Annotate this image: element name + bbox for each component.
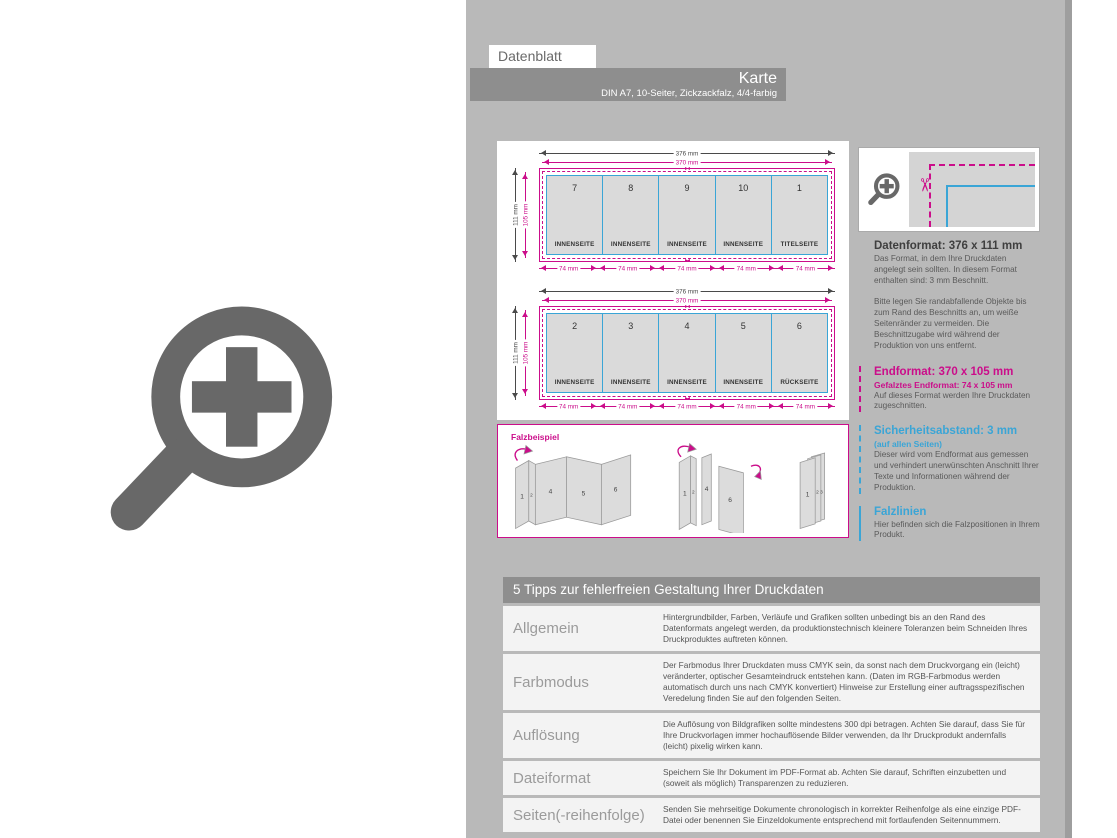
datenformat-section [859,240,1040,286]
endformat-body: Auf dieses Format werden Ihre Druckdaten zugeschnitten. [874,390,1031,411]
tip-row-seitenreihenfolge [503,798,1040,832]
zoom-plus-icon [95,288,357,553]
tip-label: Dateiformat [513,769,591,787]
bleed-box [539,168,835,262]
format-line-detail [946,185,1035,187]
panel-width-dimensions: 74 mm 74 mm 74 mm 74 mm 74 mm [539,402,835,411]
datenblatt-tab: Datenblatt [489,45,596,68]
format-box [546,313,828,393]
bleed-detail-box [858,147,1040,232]
svg-text:2: 2 [530,492,533,498]
page-panel: 8 INNENSEITE [603,176,659,254]
zoom-plus-icon [866,171,903,208]
fold-step-closed-illustration [785,441,842,533]
endformat-title: Endformat: 370 x 105 mm [874,365,1014,378]
dimension-datenformat-width: 376 mm [539,149,835,158]
svg-text:4: 4 [704,485,708,493]
panel-width-dimensions: 74 mm 74 mm 74 mm 74 mm 74 mm [539,264,835,273]
cut-line-detail [929,164,931,227]
tip-text: Senden Sie mehrseitige Dokumente chronologisch in korrekter Reihenfolge als eine einzige PDF-Datei oder benennen Sie Einzeldokumente entsprechend mit fortlaufenden Seitennummern. [663,804,1021,826]
page-panel: 7 INNENSEITE [547,176,603,254]
svg-text:1: 1 [806,491,810,499]
bleed-note-section [859,297,1040,351]
datasheet-page [466,0,1065,838]
tip-row-dateiformat [503,761,1040,795]
endformat-section [859,366,1040,413]
datenformat-body: Das Format, in dem Ihre Druckdaten angelegt sein sollten. In diesem Format enthalten sind: 3 mm Beschnitt. [874,254,1017,285]
bleed-marker-bottom: ▸◂ [684,258,690,264]
format-line-detail [946,185,948,227]
cut-line-detail [929,164,1035,166]
info-column [858,147,1040,541]
page-panel: 3 INNENSEITE [603,314,659,392]
svg-text:1: 1 [682,490,687,498]
layout-strip-front [511,149,835,273]
tip-label: Auflösung [513,727,580,745]
svg-text:5: 5 [581,490,586,498]
bleed-marker-top: ▸◂ [684,166,690,172]
cut-line-box [542,171,832,259]
endformat-subtitle: Gefalztes Endformat: 74 x 105 mm [874,379,1013,390]
tip-row-farbmodus [503,654,1040,710]
tip-label: Farbmodus [513,673,589,691]
tip-label: Allgemein [513,620,579,638]
svg-text:4: 4 [548,488,553,496]
page-panel: 1 TITELSEITE [772,176,827,254]
tip-label: Seiten(-reihenfolge) [513,806,645,824]
title-band [470,68,786,101]
tip-row-aufloesung [503,713,1040,758]
page-panel: 6 RÜCKSEITE [772,314,827,392]
fold-example-card [497,424,849,538]
tips-header: 5 Tipps zur fehlerfreien Gestaltung Ihrer Druckdaten [503,577,1040,603]
page-panel: 5 INNENSEITE [716,314,772,392]
tip-text: Hintergrundbilder, Farben, Verläufe und Grafiken sollten unbedingt bis an den Rand des Datenformats angelegt werden, da produktionstechnisch kleinere Toleranzen beim Schneiden Ihres Druckproduktes auftreten können. [663,612,1028,645]
cut-line-box [542,309,832,397]
tip-text: Speichern Sie Ihr Dokument im PDF-Format ab. Achten Sie darauf, Schriften einzubetten und (soweit als möglich) Transparenzen zu reduzieren. [663,767,1007,789]
dimension-datenformat-width: 376 mm [539,287,835,296]
page-title: Karte [738,70,777,87]
tip-text: Der Farbmodus Ihrer Druckdaten muss CMYK sein, da sonst nach dem Druckvorgang ein (leicht) veränderter, optischer Gesamteindruck entstehen kann. (Daten im RGB-Farbmodus werden automatisch durch uns nach CMYK konvertiert) Hinweise zur Erstellung einer auftragsspezifischen Veredelung finden Sie auf den folgenden Seiten. [663,660,1025,704]
svg-text:2: 2 [691,489,695,495]
bleed-marker-top: ▸◂ [684,304,690,310]
bleed-box [539,306,835,400]
format-box [546,175,828,255]
svg-text:1: 1 [520,493,524,501]
dimension-endformat-height: 105 mm [521,172,530,258]
scissors-icon: ✂ [914,177,935,193]
fold-example-label: Falzbeispiel [511,432,560,442]
page-panel: 10 INNENSEITE [716,176,772,254]
tip-row-allgemein [503,606,1040,651]
datenformat-title: Datenformat: 376 x 111 mm [874,240,1023,252]
page-shadow [1065,0,1072,838]
fold-step-half-illustration [666,441,770,533]
falzlinien-body: Hier befinden sich die Falzpositionen in Ihrem Produkt. [874,519,1040,540]
tip-text: Die Auflösung von Bildgrafiken sollte mindestens 300 dpi betragen. Achten Sie darauf, dass Sie für Ihre Druckvorlagen immer hochauflösende Bilder verwenden, da Ihr Druckprodukt andernfalls (leicht) pixelig wirken kann. [663,719,1026,752]
page-subtitle: DIN A7, 10-Seiter, Zickzackfalz, 4/4-farbig [601,88,777,99]
bleed-zoom-area [909,152,1035,227]
page-panel: 9 INNENSEITE [659,176,715,254]
sicherheitsabstand-body: Dieser wird vom Endformat aus gemessen und verhindert unerwünschten Anschnitt Ihrer Texte und Informationen während der Produktion. [874,450,1039,492]
layout-strip-back [511,287,835,411]
svg-text:6: 6 [613,486,618,494]
dimension-endformat-width: 370 mm [542,296,832,305]
layout-diagrams-card [497,141,849,420]
tips-section [503,577,1040,832]
falzlinien-section [859,506,1040,542]
sicherheitsabstand-subtitle: (auf allen Seiten) [874,439,943,450]
dimension-datenformat-height: 111 mm [511,306,520,400]
falzlinien-title: Falzlinien [874,505,927,518]
sicherheitsabstand-title: Sicherheitsabstand: 3 mm [874,425,1018,438]
dimension-datenformat-height: 111 mm [511,168,520,262]
dimension-endformat-height: 105 mm [521,310,530,396]
page-panel: 2 INNENSEITE [547,314,603,392]
svg-text:6: 6 [727,497,732,505]
page-panel: 4 INNENSEITE [659,314,715,392]
bleed-note-body: Bitte legen Sie randabfallende Objekte bis zum Rand des Beschnitts an, um weiße Seitenränder zu vermeiden. Die Beschnittzugabe wird während der Produktion von uns entfernt. [874,297,1027,350]
fold-step-open-illustration [508,441,650,533]
dimension-endformat-width: 370 mm [542,158,832,167]
svg-text:2 3: 2 3 [816,489,824,495]
sicherheitsabstand-section [859,425,1040,493]
bleed-marker-bottom: ▸◂ [684,396,690,402]
